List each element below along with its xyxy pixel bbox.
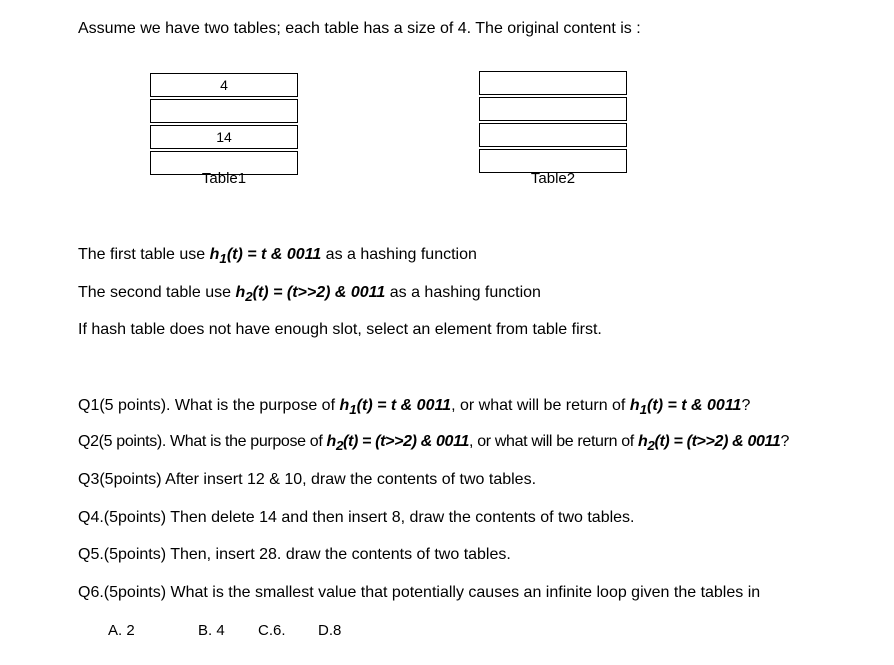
table2 bbox=[479, 71, 627, 175]
table1-slot-1 bbox=[150, 99, 298, 123]
table2-slot-2 bbox=[479, 123, 627, 147]
table2-slot-1 bbox=[479, 97, 627, 121]
question-2: Q2(5 points). What is the purpose of $h_2(t) = (t>>2)$ & 0011, or what will be return of $h_2(t) = (t>>2)$ & 0011? bbox=[78, 433, 790, 454]
hash-line-1-post: as a hashing function bbox=[321, 246, 477, 263]
question-1: Q1(5 points). What is the purpose of $h_1(t) = t$ & 0011, or what will be return of $h_1(t) = t$ & 0011? bbox=[78, 397, 751, 418]
choice-b: B. 4 bbox=[198, 622, 225, 639]
choice-a: A. 2 bbox=[108, 622, 135, 639]
hash-line-2-pre: The second table use bbox=[78, 284, 236, 301]
question-6: Q6.(5points) What is the smallest value that potentially causes an infinite loop given the tables in bbox=[78, 584, 761, 601]
hash-line-1-pre: The first table use bbox=[78, 246, 210, 263]
question-5: Q5.(5points) Then, insert 28. draw the contents of two tables. bbox=[78, 546, 511, 563]
h1-function: $h_1(t) = t$ & 0011 bbox=[209, 246, 322, 267]
choice-d: D.8 bbox=[318, 622, 342, 639]
choice-c: C.6. bbox=[258, 622, 286, 639]
hash-line-3: If hash table does not have enough slot, select an element from table first. bbox=[78, 321, 602, 338]
hash-line-2 bbox=[78, 284, 541, 304]
hash-line-1 bbox=[78, 246, 477, 266]
question-4: Q4.(5points) Then delete 14 and then insert 8, draw the contents of two tables. bbox=[78, 509, 635, 526]
table1-label: Table1 bbox=[201, 170, 247, 187]
intro-text: Assume we have two tables; each table has a size of 4. The original content is : bbox=[78, 20, 641, 37]
table1-slot-2: 14 bbox=[150, 125, 298, 149]
table1 bbox=[150, 73, 298, 177]
table1-slot-0: 4 bbox=[150, 73, 298, 97]
table2-label: Table2 bbox=[530, 170, 576, 187]
table2-slot-0 bbox=[479, 71, 627, 95]
h2-function: $h_2(t) = (t>>2)$ & 0011 bbox=[235, 284, 386, 305]
hash-line-2-post: as a hashing function bbox=[385, 284, 541, 301]
question-3: Q3(5points) After insert 12 & 10, draw the contents of two tables. bbox=[78, 471, 537, 488]
